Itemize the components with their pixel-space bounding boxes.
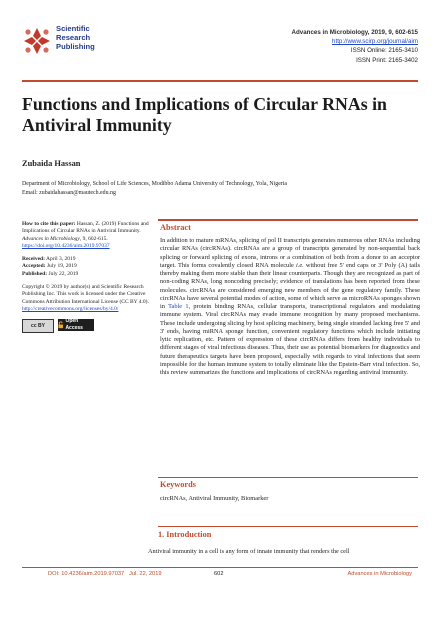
copyright-text: Copyright © 2019 by author(s) and Scientific Research Publishing Inc. This work is licensed under the Creative Commons Attribution International License (CC BY 4.0). xyxy=(22,284,149,305)
cite-journal: Advances in Microbiology xyxy=(22,235,80,242)
cite-doi-link[interactable]: https://doi.org/10.4236/aim.2019.97037 xyxy=(22,242,110,249)
footer-divider xyxy=(22,567,418,568)
issn-online: ISSN Online: 2165-3410 xyxy=(350,47,418,55)
keywords-heading: Keywords xyxy=(160,480,196,489)
license-link[interactable]: http://creativecommons.org/licenses/by/4.0/ xyxy=(22,305,119,312)
footer-doi: DOI: 10.4236/aim.2019.97037 Jul. 22, 2019 xyxy=(48,571,162,577)
accepted-label: Accepted: xyxy=(22,263,46,270)
open-access-badge[interactable] xyxy=(58,319,94,331)
header-divider xyxy=(22,80,418,82)
author-email: Email: zubaidahassan@mautech.edu.ng xyxy=(22,189,116,196)
published-date: July 22, 2019 xyxy=(48,270,79,277)
footer-journal: Advances in Microbiology xyxy=(347,571,412,577)
citation-block xyxy=(22,221,152,250)
issn-print: ISSN Print: 2165-3402 xyxy=(356,56,418,64)
received-label: Received: xyxy=(22,256,45,263)
page-number: 602 xyxy=(214,571,224,577)
journal-line: Advances in Microbiology, 2019, 9, 602-615 xyxy=(291,29,418,36)
article-sidebar xyxy=(22,221,152,333)
publisher-name: Scientific Research Publishing xyxy=(56,24,95,51)
published-label: Published: xyxy=(22,270,48,277)
journal-info xyxy=(292,28,418,65)
author-affiliation xyxy=(22,180,422,197)
affiliation-text: Department of Microbiology, School of Life Sciences, Modibbo Adama University of Technology, Yola, Nigeria xyxy=(22,181,288,187)
journal-url-link[interactable]: http://www.scirp.org/journal/aim xyxy=(332,38,418,46)
keywords-text: circRNAs, Antiviral Immunity, Biomarker xyxy=(160,495,269,502)
intro-divider xyxy=(158,526,418,527)
abstract-body: In addition to mature mRNAs, splicing of pol II transcripts generates numerous other RNAs including circular RNAs (circRNAs). circRNAs are a group of transcripts generated by non-sequential back splicing or forward splicing of exons, introns or a combination of both from a donor to an acceptor target. This forms covalently closed RNA molecule i.e. without free 5' end caps or 3' Poly (A) tails thereby making them more stable than their linear counterparts. Though they are recognized as part of non-coding RNAs, long noncoding precisely; evidence of translations has been reported from these molecules. circRNAs are considered emerging new members of the gene regulatory family. These circRNAs have several potential modes of action, some of which serve as microRNAs sponges shown in Table 1, protein binding RNAs, cellular transports, transcriptional regulators and modulating immune system. Viral circRNAs may evade immune recognition by many proposed mechanisms. These include undergoing slicing by host splicing machinery, being single stranded lacking free 5' and 3' ends, having miRNA sponge function, convenient regulatory functions which include initiating lytic replication, etc. Pattern of expression of these circRNAs differs from healthy individuals to different stages of viral infectious diseases. Thus, their use as potential biomarkers for diagnostics and future therapeutics targets have been proposed, especially with regards to viral infections that seem impossible for the human immune system to totally eliminate like the Epstein-Barr viral infection. So, this review summarizes the functions and implications of circRNAs regarding antiviral immunity. xyxy=(160,237,420,376)
cite-pages: , 9, 602-615. xyxy=(79,235,108,242)
open-access-label: Open Access xyxy=(65,317,83,332)
article-title: Functions and Implications of Circular RNAs in Antiviral Immunity xyxy=(22,94,387,135)
keywords-divider xyxy=(158,477,418,478)
scirp-logo-icon xyxy=(22,26,52,56)
introduction-heading: 1. Introduction xyxy=(158,530,212,539)
cc-by-badge[interactable]: cc BY xyxy=(22,319,54,333)
publisher-logo xyxy=(22,20,147,68)
introduction-text: Antiviral immunity in a cell is any form of innate immunity that renders the cell xyxy=(148,548,350,555)
abstract-heading: Abstract xyxy=(160,223,191,232)
table-1-link[interactable]: Table 1 xyxy=(168,303,189,310)
cite-text: Hassan, Z. (2019) Functions and Implications of Circular RNAs in Antiviral Immunity. xyxy=(22,221,149,235)
dates-block xyxy=(22,256,152,278)
cite-label: How to cite this paper: xyxy=(22,221,76,227)
footer-date: Jul. 22, 2019 xyxy=(128,571,162,577)
accepted-date: July 19, 2019 xyxy=(46,263,77,270)
copyright-block xyxy=(22,284,152,313)
abstract-divider xyxy=(158,219,418,221)
open-lock-icon xyxy=(58,321,63,329)
article-author: Zubaida Hassan xyxy=(22,159,81,168)
license-badges xyxy=(22,319,152,333)
received-date: April 3, 2019 xyxy=(45,256,76,263)
